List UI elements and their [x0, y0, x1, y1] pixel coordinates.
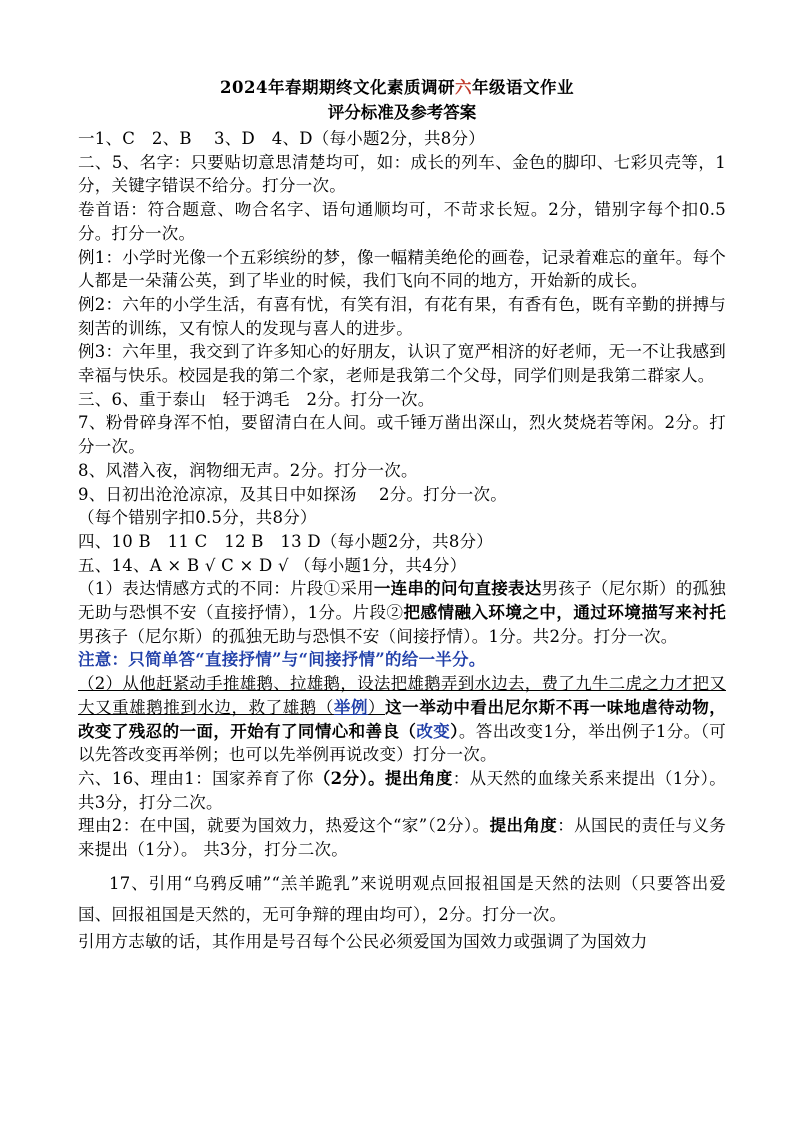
text-segment: 六、16、理由1：国家养育了你: [78, 768, 314, 788]
underlined-segment: ）: [368, 697, 386, 717]
answer-q16-reason-1: [78, 767, 726, 814]
bold-segment: 提出角度: [489, 816, 558, 836]
answer-q15-2: [78, 672, 726, 767]
bold-segment: 一连串的问句直接表达: [373, 579, 542, 599]
answer-q14: 五、14、A × B √ C × D √ （每小题1分，共4分）: [78, 555, 467, 575]
answer-body: [78, 127, 726, 954]
title-text-end: 年级语文作业: [471, 78, 574, 97]
text-segment: 男孩子（尼尔斯）的孤独无助与恐惧不安（间接抒情）。1分。共2分。打分一次。: [78, 626, 678, 646]
text-segment: ：从国民的责任与义务来提出（1分）。 共3分，打分二次。: [78, 816, 727, 860]
answer-q5: 二、5、名字：只要贴切意思清楚均可，如：成长的列车、金色的脚印、七彩贝壳等，1分，关键字错误不给分。打分一次。: [78, 152, 726, 196]
text-segment: 17、引用“乌鸦反哺”“羔羊跪乳”来说明观点回报祖国是天然的法则（只要答出爱国、回报祖国是天然的，无可争辩的理由均可），2分。打分一次。: [78, 873, 726, 924]
bold-segment: ）: [450, 721, 459, 741]
answer-q17: [78, 868, 726, 930]
bold-segment: （2分）。提出角度: [313, 768, 453, 788]
change-tag: 改变: [416, 721, 451, 741]
text-segment: 理由2：在中国，就要为国效力，热爱这个“家”（2分）。: [78, 816, 490, 836]
bold-segment: 这一举动中看出尼尔斯不再一味地虐待动物，改变了残忍的一面，开始有了同情心和善良（: [78, 697, 727, 741]
underlined-segment: （2）从他赶紧动手推雄鹅、拉雄鹅，设法把雄鹅弄到水边去，费了九牛二虎之力才把又大又重雄鹅推到水边，救了雄鹅（: [78, 674, 726, 717]
answer-q6: 三、6、重于泰山 轻于鸿毛 2分。打分一次。: [78, 389, 435, 409]
text-segment: 。答出改变1分，举出例子1分。（可以先答改变再举例；也可以先举例再说改变）打分一次。: [78, 721, 727, 765]
title-text: 2024年春期期终文化素质调研: [220, 78, 455, 97]
document-title: [0, 76, 794, 100]
answer-q1-4: 一1、C 2、B 3、D 4、D（每小题2分，共8分）: [78, 129, 485, 148]
answer-q7: 7、粉骨碎身浑不怕，要留清白在人间。或千锤万凿出深山，烈火焚烧若等闲。2分。打分一次。: [78, 413, 726, 457]
bold-segment: 把感情融入环境之中，通过环境描写来衬托: [403, 603, 727, 623]
answer-q15-1: [78, 577, 726, 648]
answer-q10-13: 四、10 B 11 C 12 B 13 D（每小题2分，共8分）: [78, 531, 494, 551]
answer-q16-reason-2: [78, 814, 726, 861]
answer-q6-9-note: （每个错别字扣0.5分，共8分）: [78, 508, 317, 528]
grading-note: 注意：只简单答“直接抒情”与“间接抒情”的给一半分。: [78, 650, 486, 670]
text-segment: （1）表达情感方式的不同：片段①采用: [78, 579, 374, 599]
example-tag: 举例: [333, 697, 369, 717]
answer-q9: 9、日初出沧沧凉凉，及其日中如探汤 2分。打分一次。: [78, 484, 507, 504]
document-subtitle: 评分标准及参考答案: [327, 103, 477, 122]
example-2: 例2：六年的小学生活，有喜有忧，有笑有泪，有花有果，有香有色，既有辛勤的拼搏与刻苦的训练，又有惊人的发现与喜人的进步。: [78, 294, 726, 338]
text-segment: ：从天然的血缘关系来提出（1分）。 共3分，打分二次。: [78, 768, 727, 812]
example-1: 例1：小学时光像一个五彩缤纷的梦，像一幅精美绝伦的画卷，记录着难忘的童年。每个人都是一朵蒲公英，到了毕业的时候，我们飞向不同的地方，开始新的成长。: [78, 247, 726, 291]
answer-preface: 卷首语：符合题意、吻合名字、语句通顺均可，不苛求长短。2分，错别字每个扣0.5分。打分一次。: [78, 200, 726, 243]
text-segment: 男孩子（尼尔斯）的孤独无助与恐惧不安（直接抒情），1分。片段②: [78, 579, 727, 623]
answer-q8: 8、风潜入夜，润物细无声。2分。打分一次。: [78, 460, 418, 480]
example-3: 例3：六年里，我交到了许多知心的好朋友，认识了宽严相济的好老师，无一不让我感到幸福与快乐。校园是我的第二个家，老师是我第二个父母，同学们则是我第二群家人。: [78, 342, 726, 386]
answer-q17-citation: 引用方志敏的话，其作用是号召每个公民必须爱国为国效力或强调了为国效力: [78, 931, 648, 951]
title-grade-highlight: 六: [454, 78, 472, 97]
